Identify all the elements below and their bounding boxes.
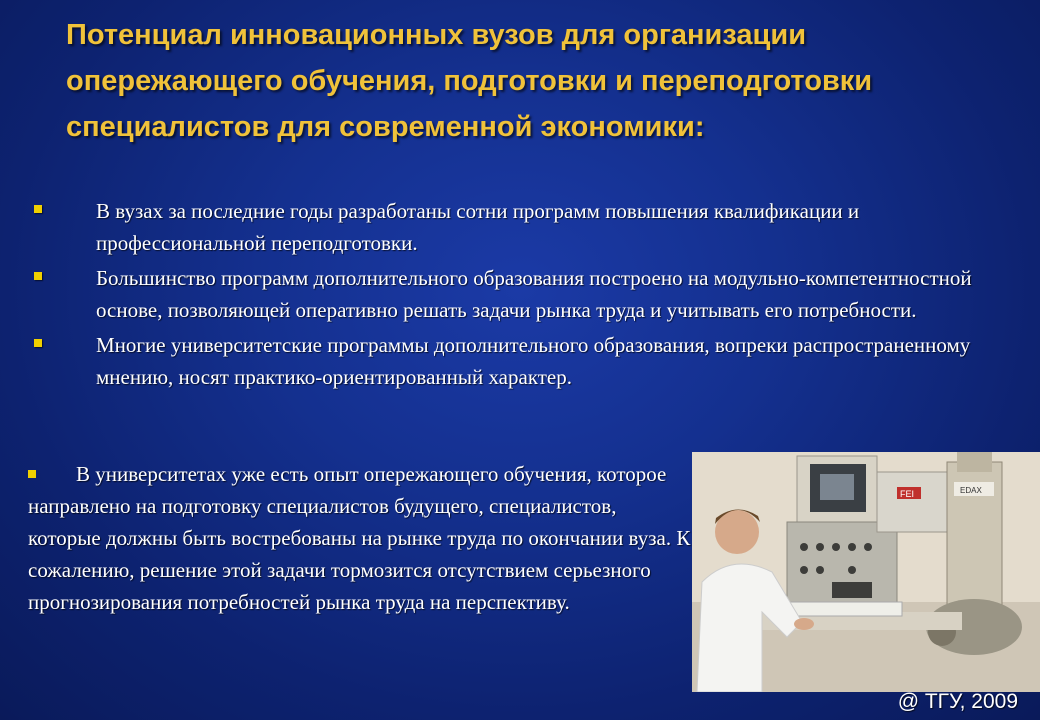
bullet-item bbox=[30, 262, 1020, 326]
bullet-marker-icon bbox=[28, 470, 36, 478]
bullet-marker-icon bbox=[34, 339, 42, 347]
lower-bullet-text: В университетах уже есть опыт опережающего обучения, которое направлено на подготовку специалистов будущего, специалистов, которые должны быть востребованы на рынке труда по окончании вуза. К сожалению, решение этой задачи тормозится отсутствием серьезного прогнозирования потребностей рынка труда на перспективу. bbox=[28, 462, 691, 614]
lab-photo bbox=[692, 452, 1040, 692]
fei-label: FEI bbox=[900, 489, 915, 499]
bullet-marker-icon bbox=[34, 272, 42, 280]
bullet-marker-icon bbox=[34, 205, 42, 213]
lower-bullet bbox=[28, 458, 693, 618]
lab-photo-illustration bbox=[692, 452, 1040, 692]
footer-credit: @ ТГУ, 2009 bbox=[897, 690, 1018, 713]
bullet-text: В вузах за последние годы разработаны сотни программ повышения квалификации и профессиональной переподготовки. bbox=[96, 199, 860, 255]
bullet-list bbox=[30, 195, 1020, 396]
bullet-text: Многие университетские программы дополнительного образования, вопреки распространенному мнению, носят практико-ориентированный характер. bbox=[96, 333, 971, 389]
edax-label: EDAX bbox=[960, 486, 982, 495]
bullet-text: Большинство программ дополнительного образования построено на модульно-компетентностной основе, позволяющей оперативно решать задачи рынка труда и учитывать его потребности. bbox=[96, 266, 972, 322]
bullet-item bbox=[30, 329, 1020, 393]
bullet-item bbox=[30, 195, 1020, 259]
slide-title: Потенциал инновационных вузов для организации опережающего обучения, подготовки и переподготовки специалистов для современной экономики: bbox=[66, 19, 873, 143]
